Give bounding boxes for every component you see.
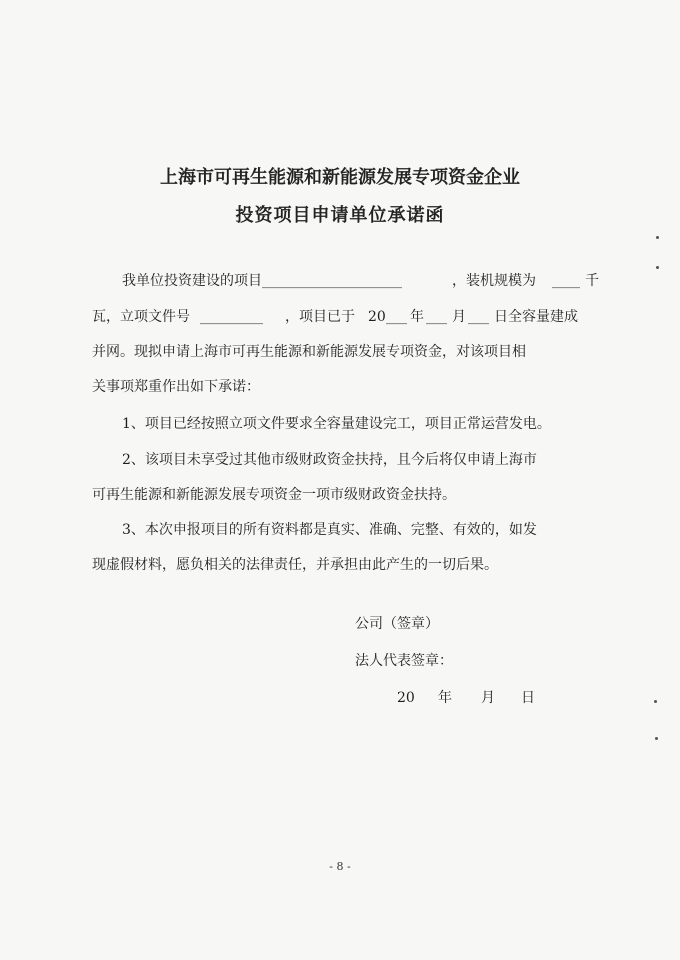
text-completed-label: ，项目已于	[285, 309, 355, 325]
document-title-line2: 投资项目申请单位承诺函	[235, 205, 445, 226]
document-title-line1: 上海市可再生能源和新能源发展专项资金企业	[160, 167, 520, 188]
scan-speck	[655, 737, 658, 740]
blank-project-name: ____________________	[262, 273, 402, 289]
signature-legal-rep: 法人代表签章：	[355, 653, 453, 669]
commitment-3: 3、本次申报项目的所有资料都是真实、准确、完整、有效的，如发	[122, 522, 537, 538]
date-year-prefix: 20	[397, 690, 415, 706]
body-line-2	[0, 302, 680, 332]
text-unit-part1: 千	[585, 273, 599, 289]
text-year: 年	[410, 309, 424, 325]
commitment-1: 1、项目已经按照立项文件要求全容量建设完工，项目正常运营发电。	[122, 416, 551, 432]
page-number: - 8 -	[329, 860, 351, 873]
blank-year: ___	[386, 309, 407, 325]
text-capacity-label: ，装机规模为	[452, 273, 536, 289]
blank-day: ___	[468, 309, 489, 325]
text-approval-doc-label: 瓦，立项文件号	[92, 309, 190, 325]
commitment-2: 2、该项目未享受过其他市级财政资金扶持，且今后将仅申请上海市	[122, 452, 537, 468]
date-year: 年	[438, 690, 452, 706]
body-line-4: 关事项郑重作出如下承诺：	[92, 379, 260, 395]
date-month: 月	[481, 690, 495, 706]
body-line-3: 并网。现拟申请上海市可再生能源和新能源发展专项资金，对该项目相	[92, 344, 526, 360]
commitment-2-cont: 可再生能源和新能源发展专项资金一项市级财政资金扶持。	[92, 487, 456, 503]
blank-month: ___	[426, 309, 447, 325]
signature-company: 公司（签章）	[355, 616, 439, 632]
blank-capacity: ____	[552, 273, 580, 289]
blank-approval-doc: _________	[200, 309, 263, 325]
scan-speck	[654, 700, 657, 703]
scan-speck	[656, 266, 659, 269]
text-month: 月	[452, 309, 466, 325]
signature-date	[0, 683, 680, 713]
text-project-intro: 我单位投资建设的项目	[122, 273, 262, 289]
scan-speck	[656, 236, 659, 239]
commitment-3-cont: 现虚假材料，愿负相关的法律责任，并承担由此产生的一切后果。	[92, 557, 498, 573]
body-line-1	[0, 266, 680, 296]
text-year-prefix: 20	[368, 309, 386, 325]
date-day: 日	[521, 690, 535, 706]
text-day-completed: 日全容量建成	[494, 309, 578, 325]
